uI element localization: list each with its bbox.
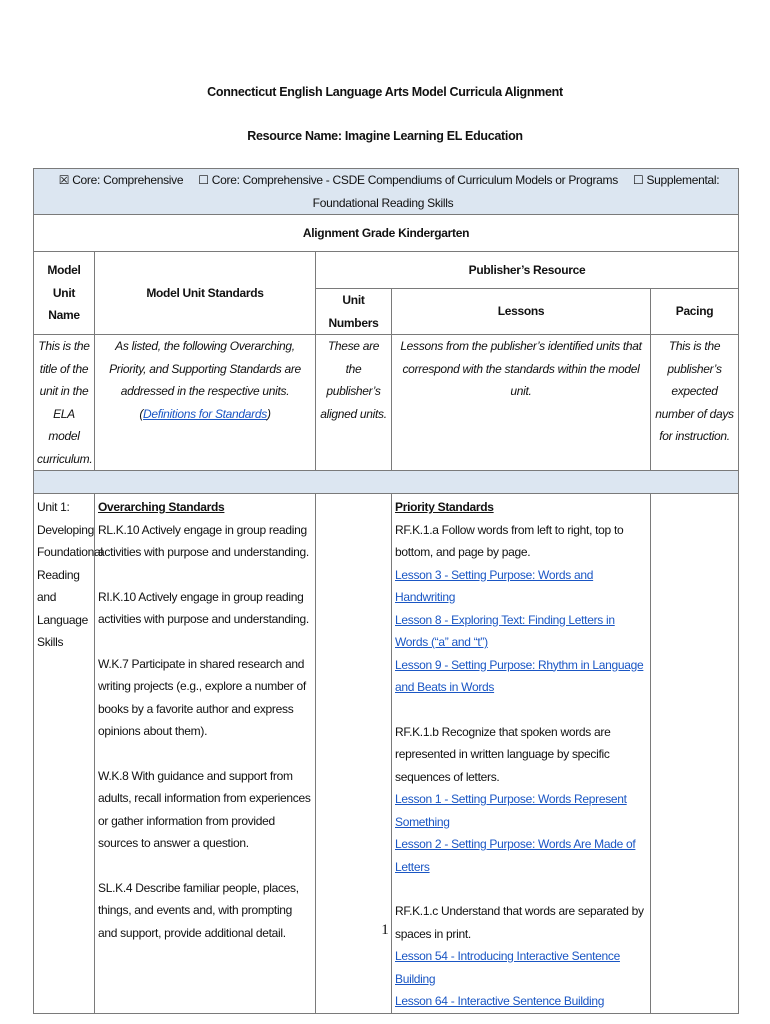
priority-standard: RF.K.1.b Recognize that spoken words are represented in written language by specific sequences of letters. <box>395 724 611 784</box>
col-publishers-resource: Publisher’s Resource <box>316 252 739 289</box>
standard-item: RI.K.10 Actively engage in group reading activities with purpose and understanding. <box>98 589 309 626</box>
desc-unit-numbers: These are the publisher’s aligned units. <box>316 335 392 471</box>
col-unit-numbers: Unit Numbers <box>316 289 392 335</box>
desc-standards-text: As listed, the following Overarching, Priority, and Supporting Standards are addressed in the respective units. <box>109 339 301 398</box>
header-row-1 <box>34 252 739 289</box>
lesson-link[interactable]: Lesson 54 - Introducing Interactive Sentence Building <box>395 949 620 986</box>
overarching-heading: Overarching Standards <box>98 500 225 514</box>
description-row <box>34 335 739 471</box>
spacer-row <box>34 471 739 494</box>
resource-name: Resource Name: Imagine Learning EL Education <box>247 129 523 143</box>
checkbox-supplemental[interactable]: ☐ Supplemental: Foundational Reading Skills <box>312 173 720 210</box>
desc-pacing: This is the publisher’s expected number of days for instruction. <box>651 335 739 471</box>
document-title: Connecticut English Language Arts Model Curricula Alignment <box>207 85 563 99</box>
col-pacing: Pacing <box>651 289 739 335</box>
lesson-link[interactable]: Lesson 8 - Exploring Text: Finding Letters in Words (“a” and “t”) <box>395 612 615 649</box>
alignment-row <box>34 215 739 252</box>
desc-standards: As listed, the following Overarching, Priority, and Supporting Standards are addressed in the respective units. (Definitions for Standards) <box>95 335 316 471</box>
lesson-link[interactable]: Lesson 1 - Setting Purpose: Words Represent Something <box>395 792 627 829</box>
lesson-link[interactable]: Lesson 9 - Setting Purpose: Rhythm in Language and Beats in Words <box>395 657 644 694</box>
definitions-link[interactable]: Definitions for Standards <box>143 406 267 421</box>
unit-name: Unit 1: Developing Foundational Reading and Language Skills <box>34 494 95 1014</box>
lesson-link[interactable]: Lesson 2 - Setting Purpose: Words Are Made of Letters <box>395 837 636 874</box>
desc-name: This is the title of the unit in the ELA model curriculum. <box>34 335 95 471</box>
lesson-link[interactable]: Lesson 64 - Interactive Sentence Building <box>395 994 605 1008</box>
priority-standard: RF.K.1.c Understand that words are separated by spaces in print. <box>395 904 644 941</box>
standard-item: W.K.8 With guidance and support from adults, recall information from experiences or gather information from provided sources to answer a question. <box>98 768 311 850</box>
alignment-grade: Alignment Grade Kindergarten <box>34 215 739 252</box>
priority-standard: RF.K.1.a Follow words from left to right, top to bottom, and page by page. <box>395 522 624 559</box>
col-model-unit-name: Model Unit Name <box>34 252 95 335</box>
checkbox-row <box>34 169 739 215</box>
checkbox-core-comprehensive[interactable]: ☒ Core: Comprehensive <box>58 173 184 187</box>
checkbox-core-csde[interactable]: ☐ Core: Comprehensive - CSDE Compendiums of Curriculum Models or Programs <box>198 173 618 187</box>
desc-lessons: Lessons from the publisher’s identified units that correspond with the standards within the model unit. <box>392 335 651 471</box>
page-number: 1 <box>381 922 389 938</box>
col-model-unit-standards: Model Unit Standards <box>95 252 316 335</box>
lesson-link[interactable]: Lesson 3 - Setting Purpose: Words and Handwriting <box>395 567 594 604</box>
col-lessons: Lessons <box>392 289 651 335</box>
standard-item: W.K.7 Participate in shared research and writing projects (e.g., explore a number of books by a favorite author and express opinions about them). <box>98 656 306 738</box>
priority-heading: Priority Standards <box>395 500 494 514</box>
standard-item: SL.K.4 Describe familiar people, places, things, and events and, with prompting and support, provide additional detail. <box>98 880 299 940</box>
alignment-table <box>33 168 739 1014</box>
standard-item: RL.K.10 Actively engage in group reading activities with purpose and understanding. <box>98 522 309 559</box>
